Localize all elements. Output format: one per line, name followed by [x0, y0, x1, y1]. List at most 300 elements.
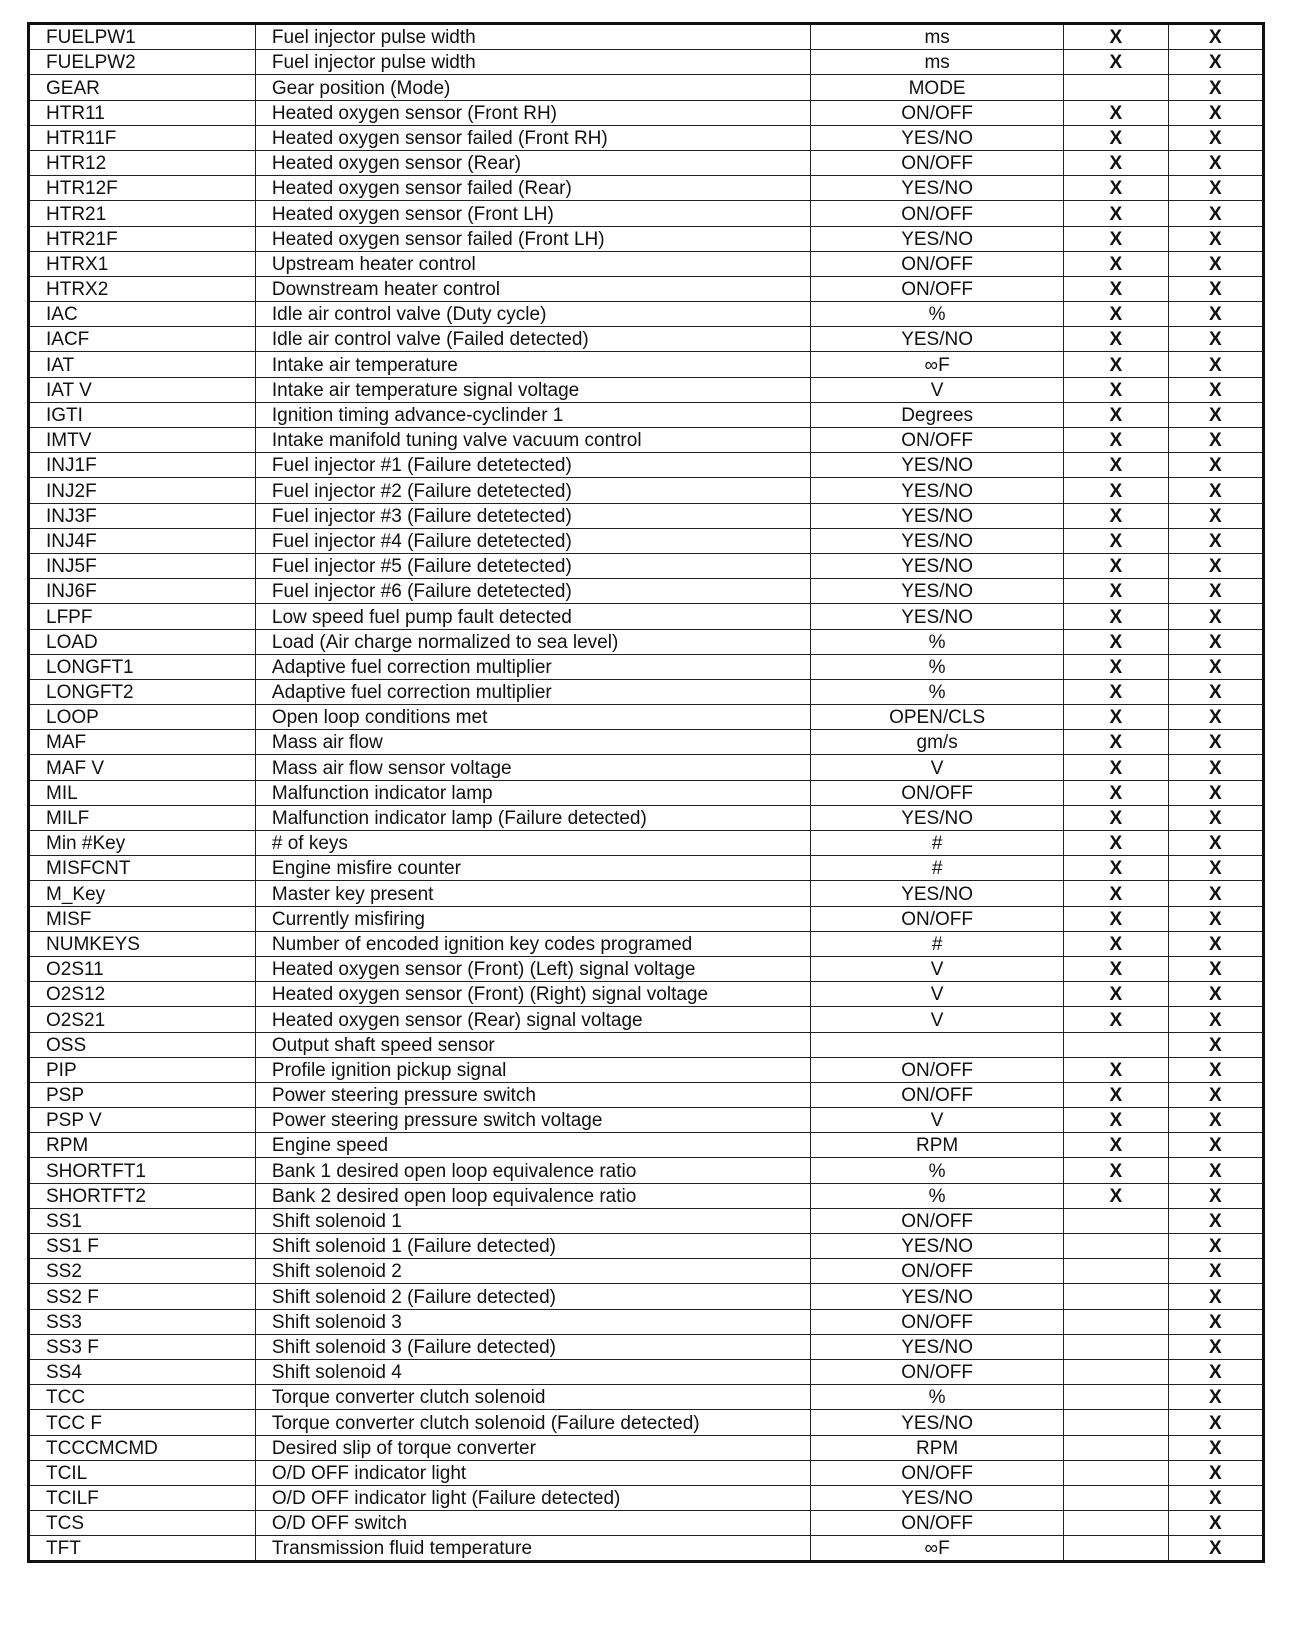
mark-cell-2: X [1168, 251, 1263, 276]
mark-cell-1: X [1064, 755, 1169, 780]
description-cell: Fuel injector #5 (Failure detetected) [255, 553, 810, 578]
table-row [29, 100, 1264, 125]
mark-cell-1: X [1064, 150, 1169, 175]
pid-cell: INJ5F [29, 553, 256, 578]
unit-cell: YES/NO [811, 528, 1064, 553]
pid-cell: TCS [29, 1511, 256, 1536]
table-row [29, 453, 1264, 478]
mark-cell-2: X [1168, 528, 1263, 553]
unit-cell: ON/OFF [811, 780, 1064, 805]
pid-cell: LOAD [29, 629, 256, 654]
mark-cell-2: X [1168, 1183, 1263, 1208]
pid-cell: HTR21F [29, 226, 256, 251]
description-cell: Malfunction indicator lamp (Failure detected) [255, 805, 810, 830]
pid-cell: INJ3F [29, 503, 256, 528]
unit-cell: % [811, 302, 1064, 327]
unit-cell: % [811, 1385, 1064, 1410]
table-row [29, 528, 1264, 553]
table-row [29, 1511, 1264, 1536]
mark-cell-1: X [1064, 327, 1169, 352]
unit-cell: ms [811, 24, 1064, 50]
description-cell: Ignition timing advance-cyclinder 1 [255, 402, 810, 427]
mark-cell-2: X [1168, 402, 1263, 427]
mark-cell-2: X [1168, 1460, 1263, 1485]
table-row [29, 553, 1264, 578]
mark-cell-2: X [1168, 226, 1263, 251]
unit-cell: YES/NO [811, 1284, 1064, 1309]
description-cell: Heated oxygen sensor (Rear) [255, 150, 810, 175]
mark-cell-2: X [1168, 503, 1263, 528]
mark-cell-2: X [1168, 302, 1263, 327]
mark-cell-2: X [1168, 1057, 1263, 1082]
description-cell: Heated oxygen sensor (Rear) signal voltage [255, 1007, 810, 1032]
pid-cell: INJ4F [29, 528, 256, 553]
unit-cell: % [811, 1158, 1064, 1183]
unit-cell: % [811, 629, 1064, 654]
mark-cell-1: X [1064, 478, 1169, 503]
mark-cell-2: X [1168, 579, 1263, 604]
table-row [29, 931, 1264, 956]
mark-cell-1: X [1064, 352, 1169, 377]
mark-cell-2: X [1168, 1208, 1263, 1233]
mark-cell-1: X [1064, 881, 1169, 906]
mark-cell-1: X [1064, 705, 1169, 730]
mark-cell-1: X [1064, 428, 1169, 453]
description-cell: Power steering pressure switch [255, 1082, 810, 1107]
mark-cell-2: X [1168, 1284, 1263, 1309]
pid-cell: NUMKEYS [29, 931, 256, 956]
mark-cell-1: X [1064, 629, 1169, 654]
description-cell: Heated oxygen sensor failed (Front RH) [255, 125, 810, 150]
description-cell: Shift solenoid 1 (Failure detected) [255, 1234, 810, 1259]
unit-cell: V [811, 1108, 1064, 1133]
unit-cell: V [811, 1007, 1064, 1032]
table-row [29, 629, 1264, 654]
mark-cell-2: X [1168, 428, 1263, 453]
unit-cell: MODE [811, 75, 1064, 100]
unit-cell: YES/NO [811, 1485, 1064, 1510]
mark-cell-1 [1064, 75, 1169, 100]
pid-cell: LONGFT1 [29, 654, 256, 679]
mark-cell-1: X [1064, 956, 1169, 981]
mark-cell-1 [1064, 1309, 1169, 1334]
mark-cell-2: X [1168, 780, 1263, 805]
table-row [29, 881, 1264, 906]
unit-cell: ON/OFF [811, 1208, 1064, 1233]
description-cell: Bank 2 desired open loop equivalence ratio [255, 1183, 810, 1208]
mark-cell-2: X [1168, 453, 1263, 478]
pid-cell: O2S11 [29, 956, 256, 981]
unit-cell [811, 1032, 1064, 1057]
description-cell: Number of encoded ignition key codes programed [255, 931, 810, 956]
mark-cell-2: X [1168, 956, 1263, 981]
mark-cell-2: X [1168, 150, 1263, 175]
mark-cell-2: X [1168, 176, 1263, 201]
unit-cell: RPM [811, 1133, 1064, 1158]
mark-cell-2: X [1168, 201, 1263, 226]
pid-cell: PSP [29, 1082, 256, 1107]
mark-cell-2: X [1168, 1385, 1263, 1410]
mark-cell-1: X [1064, 553, 1169, 578]
mark-cell-2: X [1168, 1259, 1263, 1284]
table-row [29, 982, 1264, 1007]
description-cell: Fuel injector pulse width [255, 24, 810, 50]
unit-cell: ON/OFF [811, 1511, 1064, 1536]
mark-cell-2: X [1168, 377, 1263, 402]
table-row [29, 1385, 1264, 1410]
pid-cell: SS4 [29, 1359, 256, 1384]
description-cell: Shift solenoid 3 (Failure detected) [255, 1334, 810, 1359]
mark-cell-1: X [1064, 100, 1169, 125]
description-cell: Fuel injector pulse width [255, 50, 810, 75]
description-cell: Power steering pressure switch voltage [255, 1108, 810, 1133]
description-cell: Master key present [255, 881, 810, 906]
unit-cell: RPM [811, 1435, 1064, 1460]
mark-cell-2: X [1168, 24, 1263, 50]
mark-cell-1: X [1064, 1183, 1169, 1208]
description-cell: Shift solenoid 2 [255, 1259, 810, 1284]
table-row [29, 654, 1264, 679]
pid-table [27, 22, 1265, 1563]
pid-cell: MIL [29, 780, 256, 805]
table-row [29, 604, 1264, 629]
pid-cell: INJ2F [29, 478, 256, 503]
description-cell: Idle air control valve (Failed detected) [255, 327, 810, 352]
mark-cell-1: X [1064, 1133, 1169, 1158]
mark-cell-2: X [1168, 1007, 1263, 1032]
pid-cell: M_Key [29, 881, 256, 906]
unit-cell: ON/OFF [811, 100, 1064, 125]
mark-cell-1: X [1064, 982, 1169, 1007]
pid-cell: TFT [29, 1536, 256, 1562]
pid-cell: FUELPW2 [29, 50, 256, 75]
pid-cell: RPM [29, 1133, 256, 1158]
pid-cell: SHORTFT1 [29, 1158, 256, 1183]
unit-cell: # [811, 831, 1064, 856]
table-row [29, 755, 1264, 780]
mark-cell-2: X [1168, 553, 1263, 578]
mark-cell-1: X [1064, 906, 1169, 931]
unit-cell: YES/NO [811, 579, 1064, 604]
table-row [29, 503, 1264, 528]
pid-cell: MAF [29, 730, 256, 755]
mark-cell-1 [1064, 1259, 1169, 1284]
unit-cell: YES/NO [811, 1410, 1064, 1435]
table-row [29, 1108, 1264, 1133]
unit-cell: ON/OFF [811, 1057, 1064, 1082]
table-row [29, 125, 1264, 150]
mark-cell-1: X [1064, 730, 1169, 755]
mark-cell-2: X [1168, 1158, 1263, 1183]
pid-table-body [29, 24, 1264, 1562]
mark-cell-1: X [1064, 201, 1169, 226]
table-row [29, 705, 1264, 730]
table-row [29, 478, 1264, 503]
table-row [29, 956, 1264, 981]
pid-cell: TCILF [29, 1485, 256, 1510]
description-cell: Low speed fuel pump fault detected [255, 604, 810, 629]
mark-cell-1: X [1064, 302, 1169, 327]
mark-cell-1: X [1064, 453, 1169, 478]
description-cell: Intake air temperature signal voltage [255, 377, 810, 402]
pid-cell: SHORTFT2 [29, 1183, 256, 1208]
table-row [29, 226, 1264, 251]
unit-cell: V [811, 956, 1064, 981]
pid-cell: INJ1F [29, 453, 256, 478]
description-cell: Shift solenoid 1 [255, 1208, 810, 1233]
mark-cell-2: X [1168, 629, 1263, 654]
table-row [29, 1208, 1264, 1233]
unit-cell: % [811, 1183, 1064, 1208]
pid-cell: PSP V [29, 1108, 256, 1133]
table-row [29, 1007, 1264, 1032]
table-row [29, 831, 1264, 856]
description-cell: Mass air flow [255, 730, 810, 755]
table-row [29, 75, 1264, 100]
description-cell: Currently misfiring [255, 906, 810, 931]
unit-cell: YES/NO [811, 453, 1064, 478]
mark-cell-1: X [1064, 579, 1169, 604]
unit-cell: ON/OFF [811, 428, 1064, 453]
unit-cell: ON/OFF [811, 1309, 1064, 1334]
pid-cell: HTR12 [29, 150, 256, 175]
pid-cell: OSS [29, 1032, 256, 1057]
pid-cell: O2S21 [29, 1007, 256, 1032]
table-row [29, 805, 1264, 830]
pid-cell: LONGFT2 [29, 679, 256, 704]
description-cell: Mass air flow sensor voltage [255, 755, 810, 780]
description-cell: Fuel injector #6 (Failure detetected) [255, 579, 810, 604]
table-row [29, 1284, 1264, 1309]
pid-cell: TCC F [29, 1410, 256, 1435]
description-cell: Engine misfire counter [255, 856, 810, 881]
unit-cell: YES/NO [811, 1334, 1064, 1359]
unit-cell: ON/OFF [811, 1359, 1064, 1384]
table-row [29, 1359, 1264, 1384]
mark-cell-1 [1064, 1460, 1169, 1485]
pid-cell: SS1 [29, 1208, 256, 1233]
pid-cell: MILF [29, 805, 256, 830]
unit-cell: ON/OFF [811, 1460, 1064, 1485]
description-cell: Fuel injector #4 (Failure detetected) [255, 528, 810, 553]
table-row [29, 377, 1264, 402]
mark-cell-2: X [1168, 1536, 1263, 1562]
pid-cell: SS2 F [29, 1284, 256, 1309]
unit-cell: YES/NO [811, 478, 1064, 503]
mark-cell-1: X [1064, 831, 1169, 856]
pid-cell: HTR12F [29, 176, 256, 201]
mark-cell-2: X [1168, 327, 1263, 352]
table-row [29, 276, 1264, 301]
mark-cell-1: X [1064, 1082, 1169, 1107]
unit-cell: % [811, 679, 1064, 704]
table-row [29, 1536, 1264, 1562]
mark-cell-1: X [1064, 503, 1169, 528]
mark-cell-2: X [1168, 1485, 1263, 1510]
mark-cell-2: X [1168, 755, 1263, 780]
mark-cell-1: X [1064, 654, 1169, 679]
mark-cell-2: X [1168, 1309, 1263, 1334]
pid-cell: O2S12 [29, 982, 256, 1007]
pid-cell: HTR11F [29, 125, 256, 150]
table-row [29, 402, 1264, 427]
mark-cell-2: X [1168, 1334, 1263, 1359]
mark-cell-2: X [1168, 75, 1263, 100]
pid-cell: TCCCMCMD [29, 1435, 256, 1460]
unit-cell: ms [811, 50, 1064, 75]
mark-cell-2: X [1168, 906, 1263, 931]
table-row [29, 1133, 1264, 1158]
description-cell: Heated oxygen sensor (Front LH) [255, 201, 810, 226]
pid-cell: TCC [29, 1385, 256, 1410]
pid-cell: LFPF [29, 604, 256, 629]
unit-cell: ON/OFF [811, 276, 1064, 301]
description-cell: Fuel injector #2 (Failure detetected) [255, 478, 810, 503]
mark-cell-1: X [1064, 50, 1169, 75]
description-cell: O/D OFF indicator light (Failure detected) [255, 1485, 810, 1510]
table-row [29, 1082, 1264, 1107]
description-cell: Output shaft speed sensor [255, 1032, 810, 1057]
table-row [29, 1183, 1264, 1208]
unit-cell: OPEN/CLS [811, 705, 1064, 730]
table-row [29, 251, 1264, 276]
mark-cell-2: X [1168, 1133, 1263, 1158]
table-row [29, 730, 1264, 755]
description-cell: Fuel injector #3 (Failure detetected) [255, 503, 810, 528]
pid-cell: MISF [29, 906, 256, 931]
unit-cell: YES/NO [811, 1234, 1064, 1259]
unit-cell: ON/OFF [811, 201, 1064, 226]
description-cell: Heated oxygen sensor (Front) (Right) signal voltage [255, 982, 810, 1007]
mark-cell-2: X [1168, 100, 1263, 125]
table-row [29, 327, 1264, 352]
mark-cell-2: X [1168, 982, 1263, 1007]
mark-cell-1: X [1064, 856, 1169, 881]
table-row [29, 1460, 1264, 1485]
unit-cell: # [811, 931, 1064, 956]
pid-cell: IMTV [29, 428, 256, 453]
mark-cell-1: X [1064, 251, 1169, 276]
mark-cell-2: X [1168, 604, 1263, 629]
pid-cell: GEAR [29, 75, 256, 100]
mark-cell-1: X [1064, 176, 1169, 201]
pid-cell: MISFCNT [29, 856, 256, 881]
description-cell: Adaptive fuel correction multiplier [255, 654, 810, 679]
description-cell: Shift solenoid 2 (Failure detected) [255, 1284, 810, 1309]
table-row [29, 1309, 1264, 1334]
table-row [29, 201, 1264, 226]
mark-cell-1: X [1064, 226, 1169, 251]
description-cell: # of keys [255, 831, 810, 856]
table-row [29, 1435, 1264, 1460]
mark-cell-2: X [1168, 654, 1263, 679]
unit-cell: YES/NO [811, 503, 1064, 528]
unit-cell: % [811, 654, 1064, 679]
pid-cell: SS2 [29, 1259, 256, 1284]
unit-cell: ∞F [811, 352, 1064, 377]
mark-cell-2: X [1168, 730, 1263, 755]
table-row [29, 1057, 1264, 1082]
mark-cell-2: X [1168, 1435, 1263, 1460]
mark-cell-2: X [1168, 705, 1263, 730]
unit-cell: YES/NO [811, 805, 1064, 830]
unit-cell: ON/OFF [811, 906, 1064, 931]
pid-cell: FUELPW1 [29, 24, 256, 50]
pid-cell: INJ6F [29, 579, 256, 604]
unit-cell: ON/OFF [811, 1259, 1064, 1284]
pid-cell: IAT [29, 352, 256, 377]
description-cell: Heated oxygen sensor failed (Rear) [255, 176, 810, 201]
description-cell: Heated oxygen sensor (Front) (Left) signal voltage [255, 956, 810, 981]
unit-cell: YES/NO [811, 327, 1064, 352]
unit-cell: V [811, 755, 1064, 780]
description-cell: Malfunction indicator lamp [255, 780, 810, 805]
mark-cell-1: X [1064, 1108, 1169, 1133]
description-cell: Heated oxygen sensor failed (Front LH) [255, 226, 810, 251]
unit-cell: Degrees [811, 402, 1064, 427]
table-row [29, 780, 1264, 805]
unit-cell: YES/NO [811, 604, 1064, 629]
table-row [29, 24, 1264, 50]
mark-cell-2: X [1168, 1082, 1263, 1107]
pid-cell: HTR11 [29, 100, 256, 125]
description-cell: Adaptive fuel correction multiplier [255, 679, 810, 704]
description-cell: Load (Air charge normalized to sea level) [255, 629, 810, 654]
mark-cell-1: X [1064, 528, 1169, 553]
mark-cell-1 [1064, 1485, 1169, 1510]
description-cell: Bank 1 desired open loop equivalence ratio [255, 1158, 810, 1183]
description-cell: Intake air temperature [255, 352, 810, 377]
unit-cell: YES/NO [811, 125, 1064, 150]
description-cell: Fuel injector #1 (Failure detetected) [255, 453, 810, 478]
description-cell: Profile ignition pickup signal [255, 1057, 810, 1082]
description-cell: Intake manifold tuning valve vacuum control [255, 428, 810, 453]
description-cell: Torque converter clutch solenoid (Failure detected) [255, 1410, 810, 1435]
table-row [29, 679, 1264, 704]
mark-cell-1 [1064, 1234, 1169, 1259]
description-cell: Shift solenoid 3 [255, 1309, 810, 1334]
mark-cell-1: X [1064, 604, 1169, 629]
mark-cell-1 [1064, 1334, 1169, 1359]
mark-cell-2: X [1168, 881, 1263, 906]
unit-cell: ∞F [811, 1536, 1064, 1562]
mark-cell-1: X [1064, 931, 1169, 956]
description-cell: Upstream heater control [255, 251, 810, 276]
pid-cell: MAF V [29, 755, 256, 780]
pid-cell: TCIL [29, 1460, 256, 1485]
description-cell: O/D OFF indicator light [255, 1460, 810, 1485]
mark-cell-1 [1064, 1410, 1169, 1435]
mark-cell-2: X [1168, 1234, 1263, 1259]
table-row [29, 579, 1264, 604]
pid-cell: IGTI [29, 402, 256, 427]
mark-cell-2: X [1168, 478, 1263, 503]
description-cell: Desired slip of torque converter [255, 1435, 810, 1460]
unit-cell: V [811, 377, 1064, 402]
table-row [29, 1158, 1264, 1183]
unit-cell: ON/OFF [811, 150, 1064, 175]
table-row [29, 1485, 1264, 1510]
pid-cell: IACF [29, 327, 256, 352]
mark-cell-2: X [1168, 1032, 1263, 1057]
table-row [29, 352, 1264, 377]
pid-cell: IAC [29, 302, 256, 327]
mark-cell-2: X [1168, 1359, 1263, 1384]
mark-cell-2: X [1168, 352, 1263, 377]
pid-cell: Min #Key [29, 831, 256, 856]
mark-cell-1: X [1064, 679, 1169, 704]
mark-cell-2: X [1168, 276, 1263, 301]
